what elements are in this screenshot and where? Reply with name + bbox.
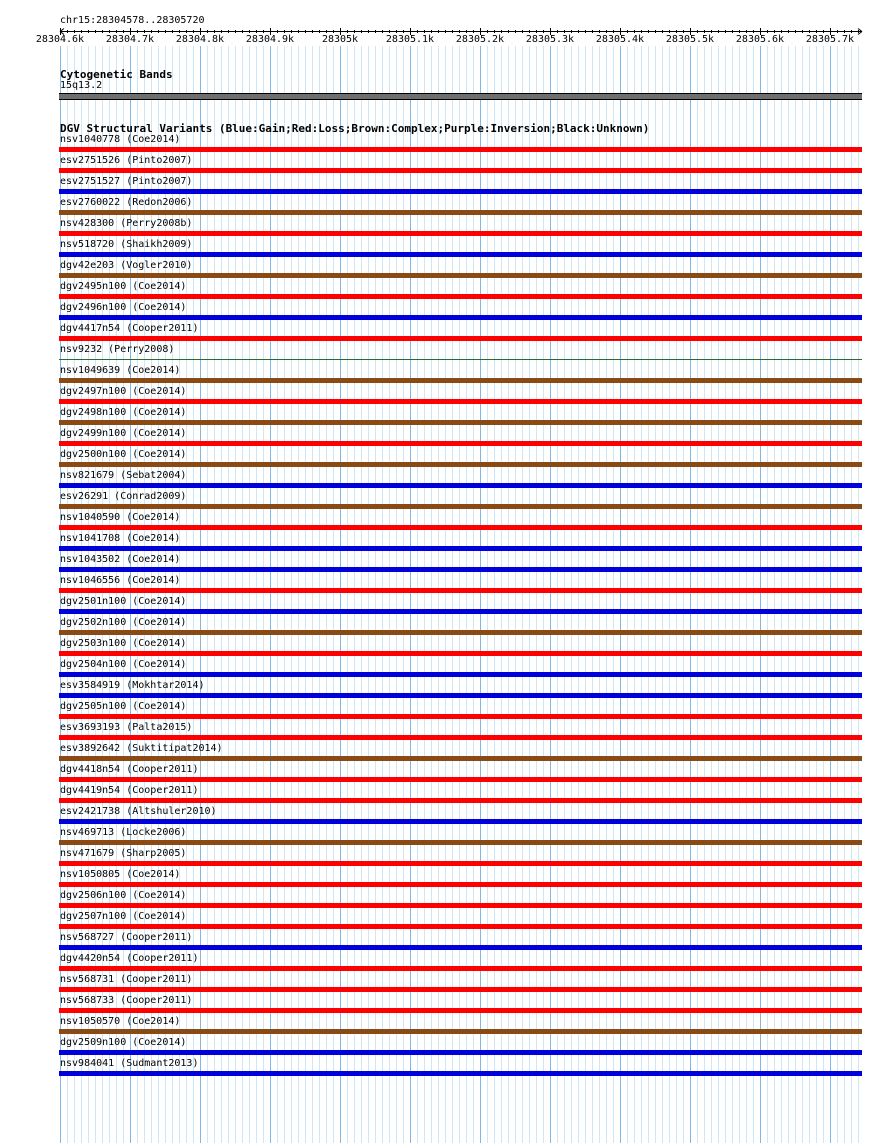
- variant-label: nsv1043502 (Coe2014): [60, 554, 181, 565]
- variant-feature-bar[interactable]: [59, 777, 862, 782]
- variant-feature-bar[interactable]: [59, 567, 862, 572]
- variant-feature-bar[interactable]: [59, 147, 862, 152]
- variant-label: nsv471679 (Sharp2005): [60, 848, 187, 859]
- variant-label: nsv9232 (Perry2008): [60, 344, 175, 355]
- ruler-tick-label: 28305.5k: [665, 34, 715, 45]
- variant-label: nsv568727 (Cooper2011): [60, 932, 193, 943]
- variant-label: dgv2497n100 (Coe2014): [60, 386, 187, 397]
- variant-label: dgv4417n54 (Cooper2011): [60, 323, 199, 334]
- variant-feature-bar[interactable]: [59, 420, 862, 425]
- variant-feature-bar[interactable]: [59, 315, 862, 320]
- variant-feature-bar[interactable]: [59, 210, 862, 215]
- variant-feature-bar[interactable]: [59, 861, 862, 866]
- variant-label: nsv1050570 (Coe2014): [60, 1016, 181, 1027]
- variant-feature-bar[interactable]: [59, 399, 862, 404]
- variant-label: dgv2496n100 (Coe2014): [60, 302, 187, 313]
- variant-label: dgv2504n100 (Coe2014): [60, 659, 187, 670]
- variant-label: dgv42e203 (Vogler2010): [60, 260, 193, 271]
- ruler-tick-label: 28305.1k: [385, 34, 435, 45]
- variant-label: nsv518720 (Shaikh2009): [60, 239, 193, 250]
- variant-label: nsv1046556 (Coe2014): [60, 575, 181, 586]
- variant-feature-bar[interactable]: [59, 756, 862, 761]
- variant-label: nsv1050805 (Coe2014): [60, 869, 181, 880]
- ruler-tick-label: 28305.4k: [595, 34, 645, 45]
- variant-feature-bar[interactable]: [59, 630, 862, 635]
- cytoband-track-title: Cytogenetic Bands: [60, 68, 173, 81]
- variant-label: nsv568733 (Cooper2011): [60, 995, 193, 1006]
- variant-label: esv2751527 (Pinto2007): [60, 176, 193, 187]
- ruler-tick-label: 28305.6k: [735, 34, 785, 45]
- variant-feature-bar[interactable]: [59, 1029, 862, 1034]
- variant-feature-bar[interactable]: [59, 336, 862, 341]
- variant-label: esv3584919 (Mokhtar2014): [60, 680, 205, 691]
- variant-feature-bar[interactable]: [59, 189, 862, 194]
- ruler-tick-label: 28304.8k: [175, 34, 225, 45]
- variant-feature-bar[interactable]: [59, 945, 862, 950]
- variant-label: nsv568731 (Cooper2011): [60, 974, 193, 985]
- ruler-tick-label: 28304.7k: [105, 34, 155, 45]
- variant-feature-bar[interactable]: [59, 359, 862, 360]
- variant-label: dgv2507n100 (Coe2014): [60, 911, 187, 922]
- dgv-track-title: DGV Structural Variants (Blue:Gain;Red:Loss;Brown:Complex;Purple:Inversion;Black:Unknown): [60, 122, 650, 135]
- variant-label: nsv1049639 (Coe2014): [60, 365, 181, 376]
- variant-label: esv2760022 (Redon2006): [60, 197, 193, 208]
- variant-feature-bar[interactable]: [59, 252, 862, 257]
- variant-label: dgv2498n100 (Coe2014): [60, 407, 187, 418]
- variant-label: dgv4418n54 (Cooper2011): [60, 764, 199, 775]
- variant-feature-bar[interactable]: [59, 1071, 862, 1076]
- variant-label: nsv1040778 (Coe2014): [60, 134, 181, 145]
- variant-label: esv2751526 (Pinto2007): [60, 155, 193, 166]
- cytoband-bar[interactable]: [59, 93, 862, 100]
- variant-feature-bar[interactable]: [59, 378, 862, 383]
- variant-feature-bar[interactable]: [59, 714, 862, 719]
- variant-feature-bar[interactable]: [59, 819, 862, 824]
- variant-label: dgv2495n100 (Coe2014): [60, 281, 187, 292]
- variant-feature-bar[interactable]: [59, 504, 862, 509]
- variant-feature-bar[interactable]: [59, 672, 862, 677]
- variant-label: dgv2509n100 (Coe2014): [60, 1037, 187, 1048]
- ruler-tick-label: 28305.3k: [525, 34, 575, 45]
- variant-label: nsv1040590 (Coe2014): [60, 512, 181, 523]
- variant-label: dgv2505n100 (Coe2014): [60, 701, 187, 712]
- variant-feature-bar[interactable]: [59, 1008, 862, 1013]
- variant-label: dgv2499n100 (Coe2014): [60, 428, 187, 439]
- variant-feature-bar[interactable]: [59, 483, 862, 488]
- variant-feature-bar[interactable]: [59, 798, 862, 803]
- variant-label: nsv1041708 (Coe2014): [60, 533, 181, 544]
- variant-feature-bar[interactable]: [59, 903, 862, 908]
- variant-label: esv26291 (Conrad2009): [60, 491, 187, 502]
- variant-feature-bar[interactable]: [59, 546, 862, 551]
- variant-label: dgv2502n100 (Coe2014): [60, 617, 187, 628]
- variant-feature-bar[interactable]: [59, 924, 862, 929]
- ruler-position: chr15:28304578..28305720: [60, 15, 205, 26]
- variant-feature-bar[interactable]: [59, 1050, 862, 1055]
- variant-label: dgv2503n100 (Coe2014): [60, 638, 187, 649]
- variant-feature-bar[interactable]: [59, 441, 862, 446]
- variant-feature-bar[interactable]: [59, 168, 862, 173]
- variant-label: dgv2506n100 (Coe2014): [60, 890, 187, 901]
- variant-label: esv2421738 (Altshuler2010): [60, 806, 217, 817]
- variant-feature-bar[interactable]: [59, 525, 862, 530]
- variant-feature-bar[interactable]: [59, 651, 862, 656]
- variant-label: dgv2501n100 (Coe2014): [60, 596, 187, 607]
- ruler-tick-label: 28305k: [321, 34, 359, 45]
- variant-feature-bar[interactable]: [59, 462, 862, 467]
- variant-feature-bar[interactable]: [59, 987, 862, 992]
- variant-label: nsv821679 (Sebat2004): [60, 470, 187, 481]
- variant-feature-bar[interactable]: [59, 273, 862, 278]
- variant-label: esv3693193 (Palta2015): [60, 722, 193, 733]
- variant-feature-bar[interactable]: [59, 966, 862, 971]
- variant-label: nsv984041 (Sudmant2013): [60, 1058, 199, 1069]
- variant-label: dgv2500n100 (Coe2014): [60, 449, 187, 460]
- variant-feature-bar[interactable]: [59, 882, 862, 887]
- cytoband-label: 15q13.2: [60, 80, 103, 91]
- variant-feature-bar[interactable]: [59, 231, 862, 236]
- variant-feature-bar[interactable]: [59, 588, 862, 593]
- ruler-tick-label: 28304.6k: [35, 34, 85, 45]
- variant-label: esv3892642 (Suktitipat2014): [60, 743, 223, 754]
- variant-label: dgv4420n54 (Cooper2011): [60, 953, 199, 964]
- variant-feature-bar[interactable]: [59, 609, 862, 614]
- variant-label: nsv428300 (Perry2008b): [60, 218, 193, 229]
- ruler-tick-label: 28305.2k: [455, 34, 505, 45]
- variant-feature-bar[interactable]: [59, 840, 862, 845]
- variant-feature-bar[interactable]: [59, 735, 862, 740]
- variant-label: nsv469713 (Locke2006): [60, 827, 187, 838]
- variant-feature-bar[interactable]: [59, 294, 862, 299]
- variant-label: dgv4419n54 (Cooper2011): [60, 785, 199, 796]
- ruler-tick-label: 28304.9k: [245, 34, 295, 45]
- ruler-tick-label: 28305.7k: [805, 34, 855, 45]
- variant-feature-bar[interactable]: [59, 693, 862, 698]
